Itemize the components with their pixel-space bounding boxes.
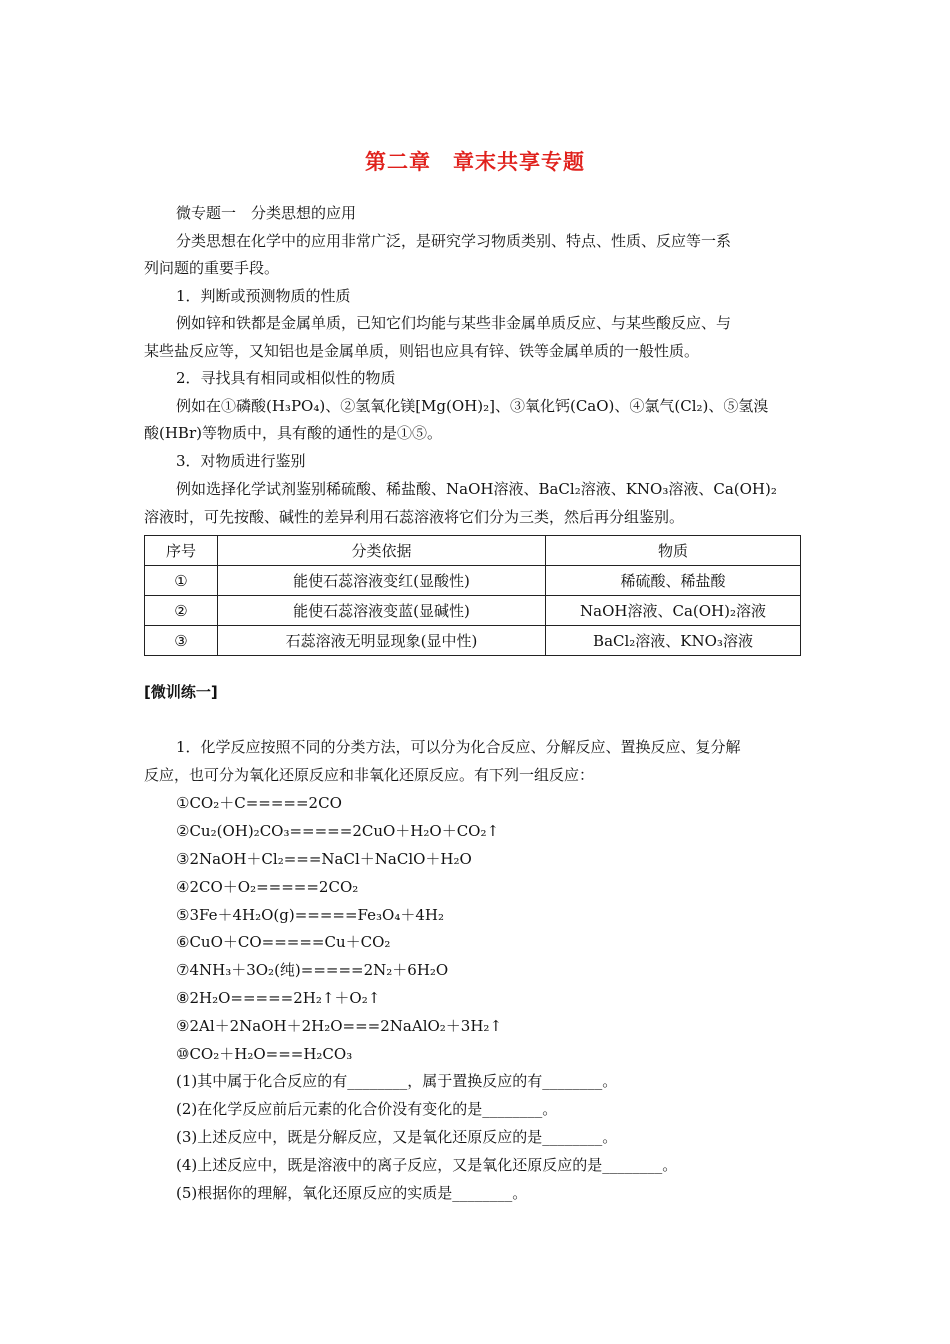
subquestion: (4)上述反应中，既是溶液中的离子反应，又是氧化还原反应的是________。 [176, 1156, 678, 1174]
question-1-line-2: 反应，也可分为氧化还原反应和非氧化还原反应。有下列一组反应： [144, 766, 595, 784]
title-chapter: 第二章 [365, 150, 431, 174]
cell-index: ② [145, 596, 218, 626]
page-title [0, 146, 950, 176]
subquestion: (5)根据你的理解，氧化还原反应的实质是________。 [176, 1184, 528, 1202]
section-heading: 微专题一 分类思想的应用 [176, 204, 357, 222]
point-1-line-2: 某些盐反应等，又知铝也是金属单质，则铝也应具有锌、铁等金属单质的一般性质。 [144, 342, 700, 360]
point-1-line-1: 例如锌和铁都是金属单质，已知它们均能与某些非金属单质反应、与某些酸反应、与 [176, 314, 732, 332]
point-2-line-1: 例如在①磷酸(H₃PO₄)、②氢氧化镁[Mg(OH)₂]、③氧化钙(CaO)、④氯气(Cl₂)、⑤氢溴 [176, 397, 769, 415]
subquestion: (2)在化学反应前后元素的化合价没有变化的是________。 [176, 1100, 558, 1118]
point-2-title: 2．寻找具有相同或相似性的物质 [176, 369, 396, 387]
cell-basis: 石蕊溶液无明显现象(显中性) [218, 626, 546, 656]
cell-index: ① [145, 566, 218, 596]
cell-index: ③ [145, 626, 218, 656]
cell-basis: 能使石蕊溶液变红(显酸性) [218, 566, 546, 596]
cell-basis: 能使石蕊溶液变蓝(显碱性) [218, 596, 546, 626]
cell-substance: BaCl₂溶液、KNO₃溶液 [546, 626, 801, 656]
reaction-item: ⑧2H₂O=====2H₂↑＋O₂↑ [176, 989, 381, 1007]
reaction-item: ⑤3Fe＋4H₂O(g)=====Fe₃O₄＋4H₂ [176, 906, 444, 924]
reaction-item: ⑥CuO＋CO=====Cu＋CO₂ [176, 933, 391, 951]
reaction-item: ③2NaOH＋Cl₂===NaCl＋NaClO＋H₂O [176, 850, 472, 868]
intro-line-1: 分类思想在化学中的应用非常广泛，是研究学习物质类别、特点、性质、反应等一系 [176, 232, 732, 250]
reaction-item: ⑨2Al＋2NaOH＋2H₂O===2NaAlO₂＋3H₂↑ [176, 1017, 503, 1035]
subquestion: (1)其中属于化合反应的有________，属于置换反应的有________。 [176, 1072, 618, 1090]
reaction-item: ⑦4NH₃＋3O₂(纯)=====2N₂＋6H₂O [176, 961, 449, 979]
question-1-line-1: 1．化学反应按照不同的分类方法，可以分为化合反应、分解反应、置换反应、复分解 [176, 738, 741, 756]
header-basis: 分类依据 [218, 536, 546, 566]
table-header-row [145, 536, 801, 566]
intro-line-2: 列问题的重要手段。 [144, 259, 280, 277]
reaction-item: ④2CO＋O₂=====2CO₂ [176, 878, 359, 896]
subquestion: (3)上述反应中，既是分解反应，又是氧化还原反应的是________。 [176, 1128, 618, 1146]
reaction-item: ⑩CO₂＋H₂O===H₂CO₃ [176, 1045, 353, 1063]
reaction-item: ②Cu₂(OH)₂CO₃=====2CuO＋H₂O＋CO₂↑ [176, 822, 500, 840]
point-3-title: 3．对物质进行鉴别 [176, 452, 306, 470]
header-index: 序号 [145, 536, 218, 566]
point-2-line-2: 酸(HBr)等物质中，具有酸的通性的是①⑤。 [144, 424, 442, 442]
title-topic: 章末共享专题 [453, 150, 585, 174]
point-3-line-2: 溶液时，可先按酸、碱性的差异利用石蕊溶液将它们分为三类，然后再分组鉴别。 [144, 508, 685, 526]
cell-substance: 稀硫酸、稀盐酸 [546, 566, 801, 596]
classification-table [144, 535, 801, 656]
table-row [145, 566, 801, 596]
point-3-line-1: 例如选择化学试剂鉴别稀硫酸、稀盐酸、NaOH溶液、BaCl₂溶液、KNO₃溶液、Ca(OH)₂ [176, 480, 777, 498]
reaction-item: ①CO₂＋C=====2CO [176, 794, 342, 812]
point-1-title: 1．判断或预测物质的性质 [176, 287, 351, 305]
table-row [145, 596, 801, 626]
exercise-heading: [微训练一] [144, 683, 218, 701]
header-substance: 物质 [546, 536, 801, 566]
cell-substance: NaOH溶液、Ca(OH)₂溶液 [546, 596, 801, 626]
table-row [145, 626, 801, 656]
